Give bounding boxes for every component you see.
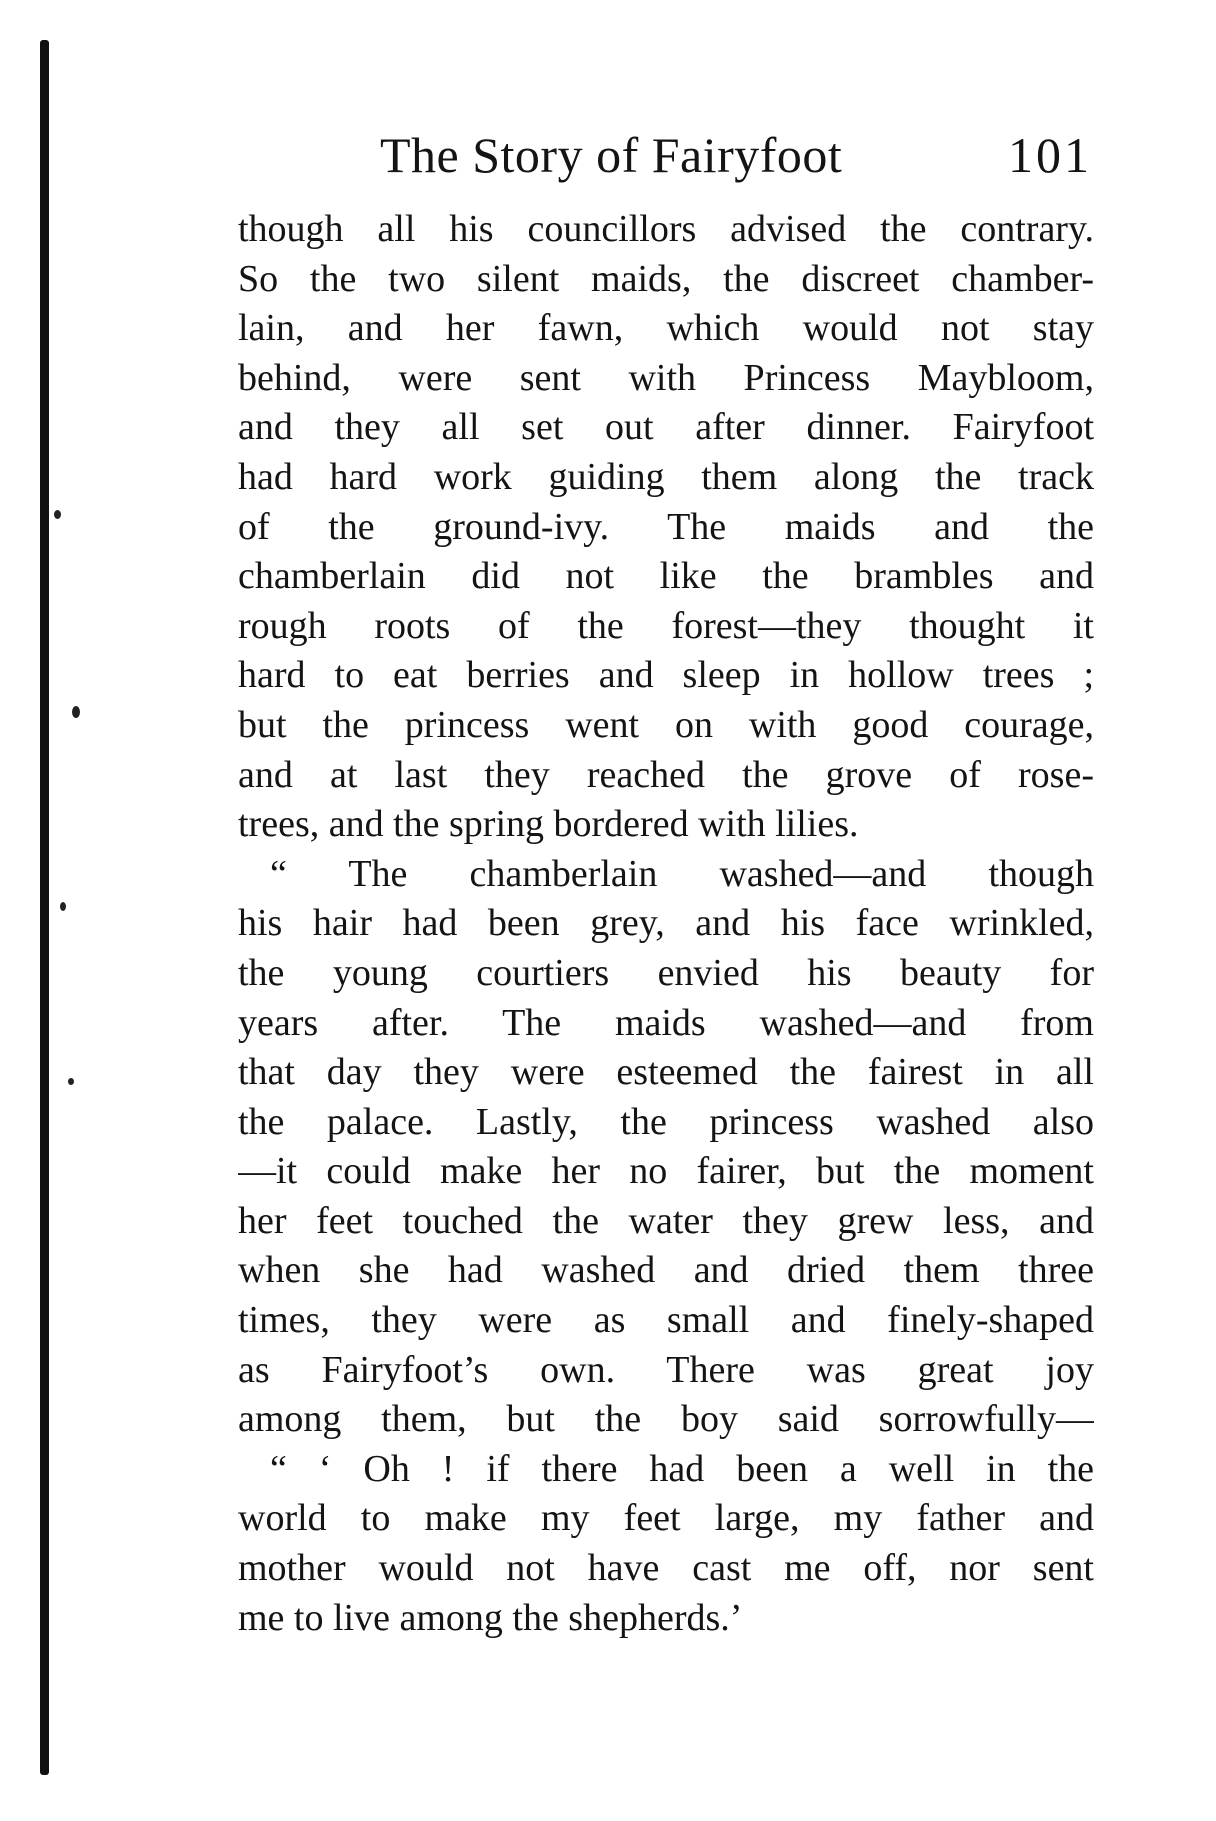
- text-line: of the ground-ivy. The maids and the: [238, 505, 1094, 548]
- text-line: and at last they reached the grove of rose-: [238, 753, 1094, 796]
- margin-speck: [60, 902, 66, 911]
- text-line: So the two silent maids, the discreet chamber-: [238, 257, 1094, 300]
- binding-edge: [40, 40, 49, 1775]
- text-line: had hard work guiding them along the track: [238, 455, 1094, 498]
- text-line: his hair had been grey, and his face wrinkled,: [238, 902, 1094, 945]
- text-line: though all his councillors advised the contrary.: [238, 208, 1094, 250]
- margin-speck: [54, 510, 61, 519]
- text-line: that day they were esteemed the fairest in all: [238, 1051, 1094, 1094]
- text-line: hard to eat berries and sleep in hollow trees ;: [238, 654, 1094, 697]
- text-line: behind, were sent with Princess Maybloom,: [238, 356, 1094, 399]
- text-line: times, they were as small and finely-shaped: [238, 1299, 1094, 1342]
- text-line: lain, and her fawn, which would not stay: [238, 307, 1094, 350]
- text-line: her feet touched the water they grew less, and: [238, 1199, 1094, 1242]
- text-line: world to make my feet large, my father and: [238, 1497, 1094, 1540]
- text-line: years after. The maids washed—and from: [238, 1001, 1094, 1044]
- text-line: me to live among the shepherds.’: [238, 1596, 743, 1639]
- text-line: chamberlain did not like the brambles and: [238, 555, 1094, 598]
- text-line: among them, but the boy said sorrowfully—: [238, 1398, 1094, 1441]
- margin-speck: [72, 706, 80, 718]
- page-header: [380, 120, 1092, 190]
- margin-speck: [68, 1078, 74, 1085]
- text-line: mother would not have cast me off, nor sent: [238, 1547, 1094, 1590]
- text-line: the palace. Lastly, the princess washed also: [238, 1100, 1094, 1143]
- text-line: trees, and the spring bordered with lilies.: [238, 803, 859, 846]
- running-head: The Story of Fairyfoot: [380, 127, 843, 183]
- text-line: when she had washed and dried them three: [238, 1249, 1094, 1292]
- text-line: as Fairyfoot’s own. There was great joy: [238, 1348, 1094, 1391]
- text-line: and they all set out after dinner. Fairyfoot: [238, 406, 1094, 449]
- text-line: but the princess went on with good courage,: [238, 703, 1094, 746]
- body-text: [238, 205, 1094, 1643]
- text-line: —it could make her no fairer, but the moment: [238, 1150, 1094, 1193]
- text-line: rough roots of the forest—they thought it: [238, 604, 1094, 647]
- page-number: 101: [1008, 127, 1092, 183]
- text-line: “ ‘ Oh ! if there had been a well in the: [270, 1447, 1094, 1490]
- text-line: the young courtiers envied his beauty for: [238, 951, 1094, 994]
- text-line: “ The chamberlain washed—and though: [270, 852, 1094, 895]
